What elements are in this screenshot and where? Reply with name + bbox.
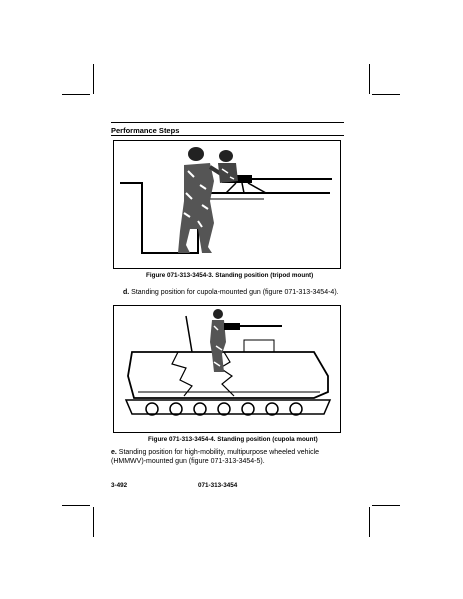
crop-mark [369, 64, 370, 94]
task-number: 071-313-3454 [198, 482, 238, 489]
header-rule [111, 135, 344, 136]
cupola-illustration [114, 306, 340, 432]
step-letter: e. [111, 449, 117, 456]
section-heading: Performance Steps [111, 126, 180, 135]
paragraph-step-d [123, 288, 339, 297]
crop-mark [93, 64, 94, 94]
step-letter: d. [123, 289, 130, 296]
figure-cupola-mount [113, 305, 341, 433]
step-text: Standing position for cupola-mounted gun (figure 071-313-3454-4). [129, 289, 339, 296]
page-number: 3-492 [111, 482, 128, 489]
crop-mark [369, 507, 370, 537]
tripod-illustration [114, 141, 340, 268]
figure-caption: Figure 071-313-3454-3. Standing position (tripod mount) [146, 272, 314, 279]
crop-mark [62, 505, 90, 506]
figure-tripod-mount [113, 140, 341, 269]
crop-mark [62, 94, 90, 95]
crop-mark [93, 507, 94, 537]
step-text: Standing position for high-mobility, multipurpose wheeled vehicle (HMMWV)-mounted gun (figure 071-313-3454-5). [111, 449, 320, 465]
paragraph-step-e [111, 448, 343, 466]
header-rule [111, 122, 344, 123]
crop-mark [372, 94, 400, 95]
figure-caption: Figure 071-313-3454-4. Standing position (cupola mount) [148, 436, 318, 443]
crop-mark [372, 505, 400, 506]
